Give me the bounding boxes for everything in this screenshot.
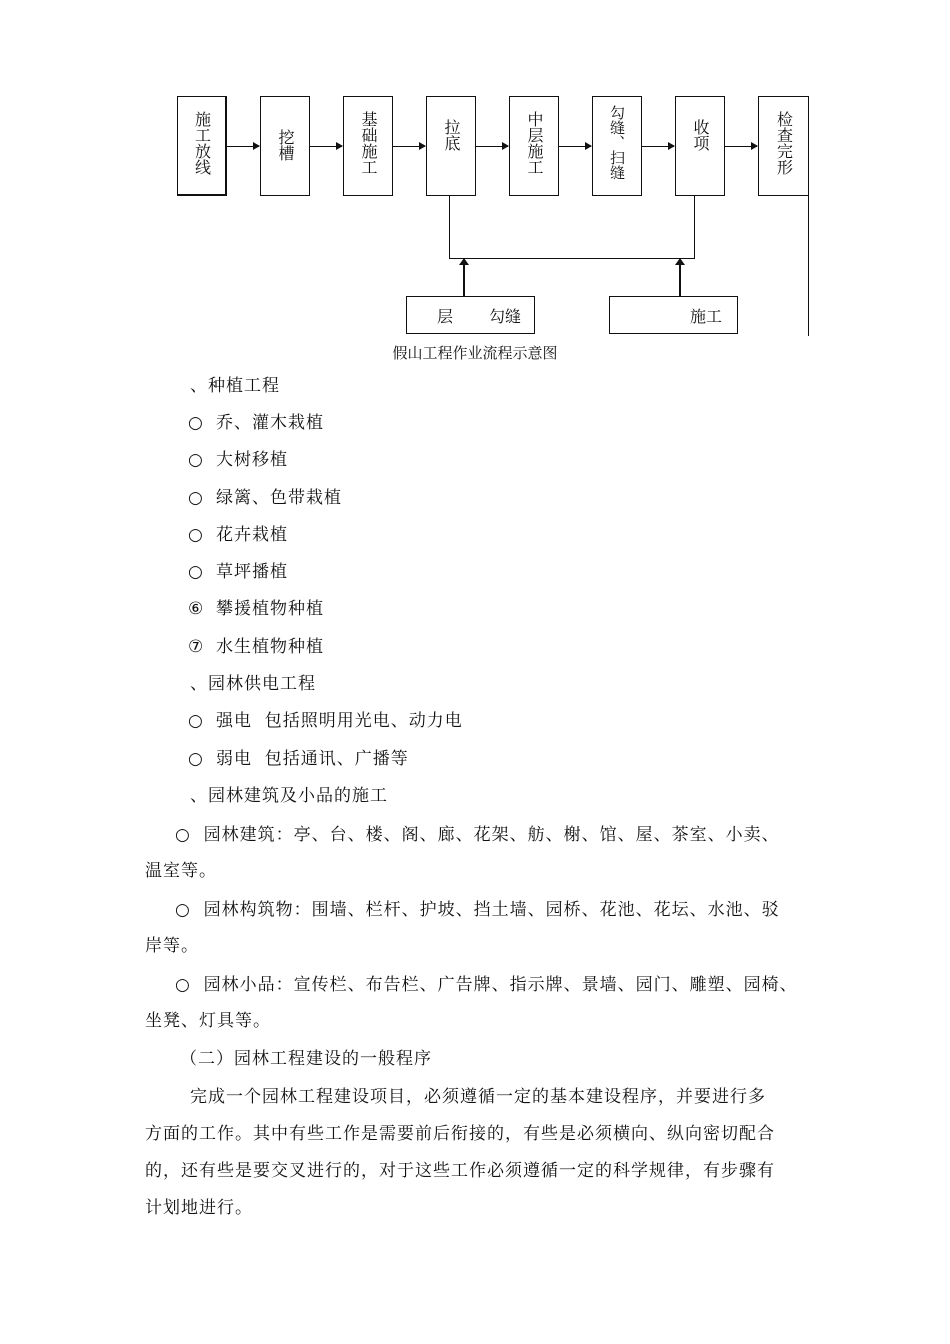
step-label: 施工放线 — [192, 111, 212, 175]
paragraph-line: 方面的工作。其中有些工作是需要前后衔接的，有些是必须横向、纵向密切配合 — [145, 1124, 775, 1144]
step-label: 勾缝、扫缝 — [608, 105, 626, 180]
bottom-left-box — [406, 296, 535, 334]
step-box — [260, 96, 310, 196]
up-arrow — [679, 262, 681, 296]
arrow — [310, 146, 342, 147]
list-marker: ○ — [188, 488, 204, 508]
list-item — [188, 445, 288, 470]
step-box — [426, 96, 476, 196]
arrow — [725, 146, 757, 147]
section-heading: 、园林建筑及小品的施工 — [190, 786, 388, 806]
paragraph-line: 完成一个园林工程建设项目，必须遵循一定的基本建设程序，并要进行多 — [190, 1087, 766, 1107]
bottom-right-box — [609, 296, 738, 334]
arrow — [227, 146, 259, 147]
step-label: 收项 — [691, 119, 710, 151]
step-label: 拉底 — [442, 119, 461, 151]
paragraph-line: 的，还有些是要交叉进行的，对于这些工作必须遵循一定的科学规律，有步骤有 — [145, 1161, 775, 1181]
bottom-left-part1: 层 — [437, 307, 454, 326]
figure-caption: 假山工程作业流程示意图 — [392, 344, 558, 362]
list-marker: ○ — [188, 450, 204, 470]
connector-line — [449, 258, 695, 259]
list-text: 乔、灌木栽植 — [216, 413, 324, 433]
list-marker: ○ — [188, 711, 204, 731]
list-marker: ○ — [188, 749, 204, 769]
list-text: 攀援植物种植 — [216, 599, 324, 619]
list-item — [188, 520, 288, 545]
step-box — [509, 96, 559, 196]
arrow — [559, 146, 591, 147]
bottom-right-label: 施工 — [690, 307, 723, 326]
step-label: 检查完形 — [774, 111, 794, 175]
list-marker: ○ — [188, 562, 204, 582]
connector-line — [449, 196, 450, 258]
step-box — [758, 96, 808, 196]
step-box — [177, 96, 227, 196]
step-label: 挖槽 — [276, 129, 295, 161]
list-marker: ○ — [188, 525, 204, 545]
up-arrow — [463, 262, 465, 296]
list-item-line: 坐凳、灯具等。 — [145, 1011, 271, 1031]
step-box — [675, 96, 725, 196]
list-text: 弱电 包括通讯、广播等 — [216, 749, 409, 769]
section-heading: 、种植工程 — [190, 376, 280, 396]
list-marker: ⑥ — [188, 599, 205, 619]
list-item — [188, 744, 409, 769]
list-text: 大树移植 — [216, 450, 288, 470]
list-text: 强电 包括照明用光电、动力电 — [216, 711, 463, 731]
list-text: 水生植物种植 — [216, 637, 324, 657]
list-item — [188, 632, 324, 657]
list-text: 绿篱、色带栽植 — [216, 488, 342, 508]
step-label: 基础施工 — [359, 111, 378, 175]
list-item-line: ○ 园林小品：宣传栏、布告栏、广告牌、指示牌、景墙、园门、雕塑、园椅、 — [175, 975, 798, 995]
list-item-line: ○ 园林建筑：亭、台、楼、阁、廊、花架、舫、榭、馆、屋、茶室、小卖、 — [175, 825, 780, 845]
section-heading: 、园林供电工程 — [190, 674, 316, 694]
paragraph-line: 计划地进行。 — [145, 1198, 253, 1218]
step-box — [343, 96, 393, 196]
arrow — [476, 146, 508, 147]
section-heading: （二）园林工程建设的一般程序 — [180, 1049, 432, 1069]
list-item-line: 岸等。 — [145, 936, 199, 956]
list-text: 草坪播植 — [216, 562, 288, 582]
connector-line — [694, 196, 695, 258]
arrow — [642, 146, 674, 147]
list-item — [188, 483, 342, 508]
flowchart — [0, 0, 950, 370]
list-item — [188, 408, 324, 433]
list-item-line: ○ 园林构筑物：围墙、栏杆、护坡、挡土墙、园桥、花池、花坛、水池、驳 — [175, 900, 780, 920]
step-label: 中层施工 — [525, 111, 544, 175]
list-text: 花卉栽植 — [216, 525, 288, 545]
arrow — [393, 146, 425, 147]
list-item — [188, 557, 288, 582]
list-item-line: 温室等。 — [145, 861, 217, 881]
list-item — [188, 706, 463, 731]
bottom-left-part2: 勾缝 — [489, 307, 522, 326]
list-item — [188, 594, 324, 619]
page-border-line — [808, 96, 809, 336]
step-box — [592, 96, 642, 196]
list-marker: ○ — [188, 413, 204, 433]
list-marker: ⑦ — [188, 637, 205, 657]
